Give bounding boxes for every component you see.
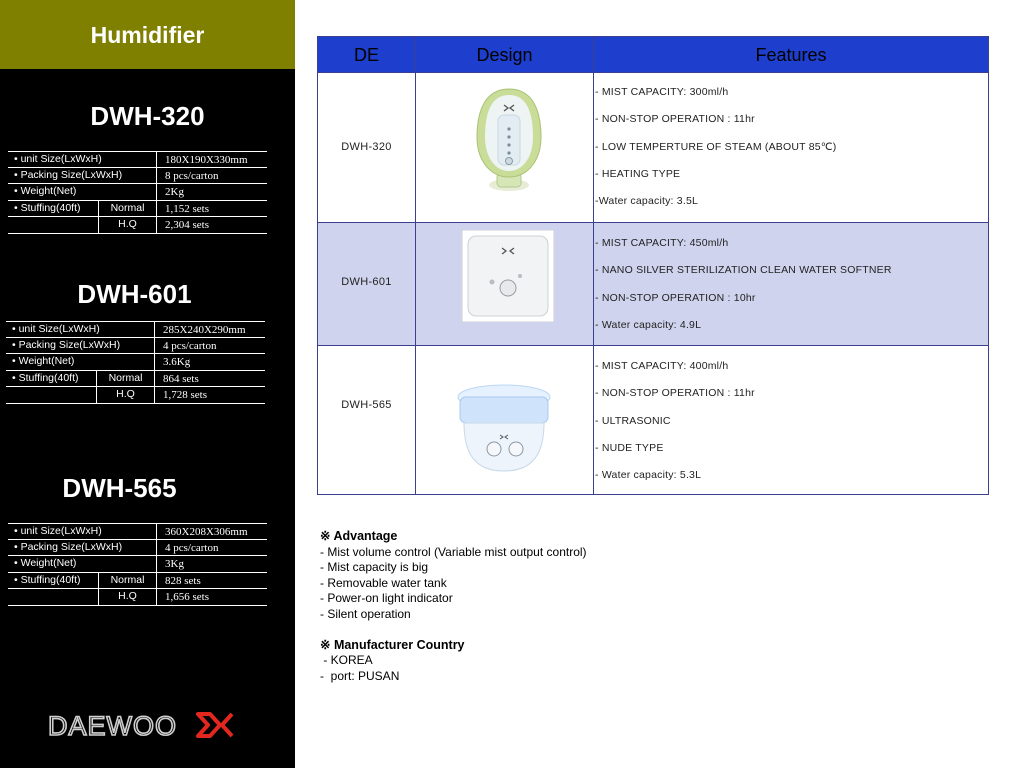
spec-value: 360X208X306mm xyxy=(156,524,267,540)
advantage-item: - Power-on light indicator xyxy=(320,591,453,605)
spec-label: • Weight(Net) xyxy=(12,355,75,367)
spec-sublabel: H.Q xyxy=(98,217,156,233)
advantage-item: - Silent operation xyxy=(320,606,411,621)
page-title: Humidifier xyxy=(90,22,205,48)
daewoo-emblem-icon xyxy=(198,714,232,736)
spec-row xyxy=(8,201,267,218)
feature-item: - MIST CAPACITY: 300ml/h xyxy=(595,86,729,98)
feature-item: - NON-STOP OPERATION : 10hr xyxy=(595,291,756,304)
features-dwh-320 xyxy=(595,85,836,221)
model-title-dwh-565: DWH-565 xyxy=(62,473,177,503)
feature-item: - MIST CAPACITY: 400ml/h xyxy=(595,360,729,372)
table-row-model-dwh-565: DWH-565 xyxy=(341,399,392,411)
spec-label: • Stuffing(40ft) xyxy=(12,371,79,384)
spec-table-dwh-565 xyxy=(8,523,267,606)
spec-value: 8 pcs/carton xyxy=(156,168,267,184)
spec-table-dwh-320 xyxy=(8,151,267,234)
humidifier-dwh-320-image xyxy=(473,85,545,193)
table-row-model-dwh-320: DWH-320 xyxy=(341,141,392,153)
spec-sublabel: H.Q xyxy=(96,387,154,403)
spec-label: • unit Size(LxWxH) xyxy=(14,525,102,537)
title-bar xyxy=(0,0,295,69)
table-header xyxy=(318,37,988,72)
spec-label: • Weight(Net) xyxy=(14,185,77,197)
spec-row xyxy=(8,573,267,590)
feature-item: - MIST CAPACITY: 450ml/h xyxy=(595,237,729,249)
spec-label: • unit Size(LxWxH) xyxy=(12,323,100,335)
spec-value: 864 sets xyxy=(154,371,265,387)
spec-row xyxy=(6,321,265,338)
spec-table-dwh-601 xyxy=(6,321,265,404)
spec-label: • Stuffing(40ft) xyxy=(14,573,81,586)
spec-value: 1,656 sets xyxy=(156,589,267,605)
spec-value: 4 pcs/carton xyxy=(156,540,267,556)
spec-row xyxy=(6,338,265,355)
spec-row xyxy=(8,540,267,557)
spec-row xyxy=(8,151,267,168)
feature-item: - NANO SILVER STERILIZATION CLEAN WATER SOFTNER xyxy=(595,264,892,277)
product-table xyxy=(317,36,989,495)
feature-item: - Water capacity: 5.3L xyxy=(595,469,702,482)
spec-row xyxy=(8,589,267,606)
spec-value: 828 sets xyxy=(156,573,267,589)
header-design: Design xyxy=(476,45,533,65)
spec-row xyxy=(8,217,267,234)
notes-section xyxy=(320,529,587,684)
spec-row xyxy=(8,168,267,185)
spec-label: • Packing Size(LxWxH) xyxy=(12,338,121,351)
feature-item: - LOW TEMPERTURE OF STEAM (ABOUT 85℃) xyxy=(595,140,837,153)
spec-sublabel: Normal xyxy=(96,371,154,387)
spec-value: 180X190X330mm xyxy=(156,152,267,168)
spec-row xyxy=(6,387,265,404)
feature-item: - NON-STOP OPERATION : 11hr xyxy=(595,113,755,126)
features-dwh-601 xyxy=(595,236,892,345)
country-item: - port: PUSAN xyxy=(320,668,400,683)
feature-item: - HEATING TYPE xyxy=(595,167,681,180)
spec-value: 1,152 sets xyxy=(156,201,267,217)
spec-label: • Stuffing(40ft) xyxy=(14,201,81,214)
spec-sublabel: Normal xyxy=(98,201,156,217)
spec-row xyxy=(8,523,267,540)
country-title: ※ Manufacturer Country xyxy=(320,637,465,652)
feature-item: - Water capacity: 4.9L xyxy=(595,318,702,331)
spec-sublabel: Normal xyxy=(98,573,156,589)
daewoo-logo xyxy=(48,708,238,742)
spec-row xyxy=(6,354,265,371)
advantage-item: - Removable water tank xyxy=(320,575,447,590)
daewoo-logo-text: DAEWOO xyxy=(48,711,178,741)
spec-value: 285X240X290mm xyxy=(154,322,265,338)
advantage-item: - Mist capacity is big xyxy=(320,560,429,574)
feature-item: -Water capacity: 3.5L xyxy=(595,195,699,208)
feature-item: - ULTRASONIC xyxy=(595,414,671,427)
spec-value: 3.6Kg xyxy=(154,354,265,370)
model-title-dwh-320: DWH-320 xyxy=(90,101,205,131)
humidifier-dwh-601-image xyxy=(462,230,554,322)
spec-value: 1,728 sets xyxy=(154,387,265,403)
header-de: DE xyxy=(353,45,379,65)
header-features: Features xyxy=(755,45,827,65)
advantage-item: - Mist volume control (Variable mist output control) xyxy=(320,544,587,559)
left-panel xyxy=(0,0,295,768)
model-title-dwh-601: DWH-601 xyxy=(77,279,192,309)
spec-value: 2Kg xyxy=(156,184,267,200)
spec-label: • Packing Size(LxWxH) xyxy=(14,168,123,181)
country-item: - KOREA xyxy=(320,653,373,667)
feature-item: - NON-STOP OPERATION : 11hr xyxy=(595,387,755,400)
spec-label: • Packing Size(LxWxH) xyxy=(14,540,123,553)
spec-value: 2,304 sets xyxy=(156,217,267,233)
features-dwh-565 xyxy=(595,359,755,495)
spec-label: • unit Size(LxWxH) xyxy=(14,153,102,165)
table-row-model-dwh-601: DWH-601 xyxy=(341,276,392,288)
spec-row xyxy=(6,371,265,388)
spec-row xyxy=(8,184,267,201)
spec-sublabel: H.Q xyxy=(98,589,156,605)
spec-row xyxy=(8,556,267,573)
spec-value: 3Kg xyxy=(156,556,267,572)
spec-label: • Weight(Net) xyxy=(14,557,77,569)
spec-value: 4 pcs/carton xyxy=(154,338,265,354)
feature-item: - NUDE TYPE xyxy=(595,441,664,454)
humidifier-dwh-565-image xyxy=(454,375,554,475)
advantage-title: ※ Advantage xyxy=(320,529,398,543)
